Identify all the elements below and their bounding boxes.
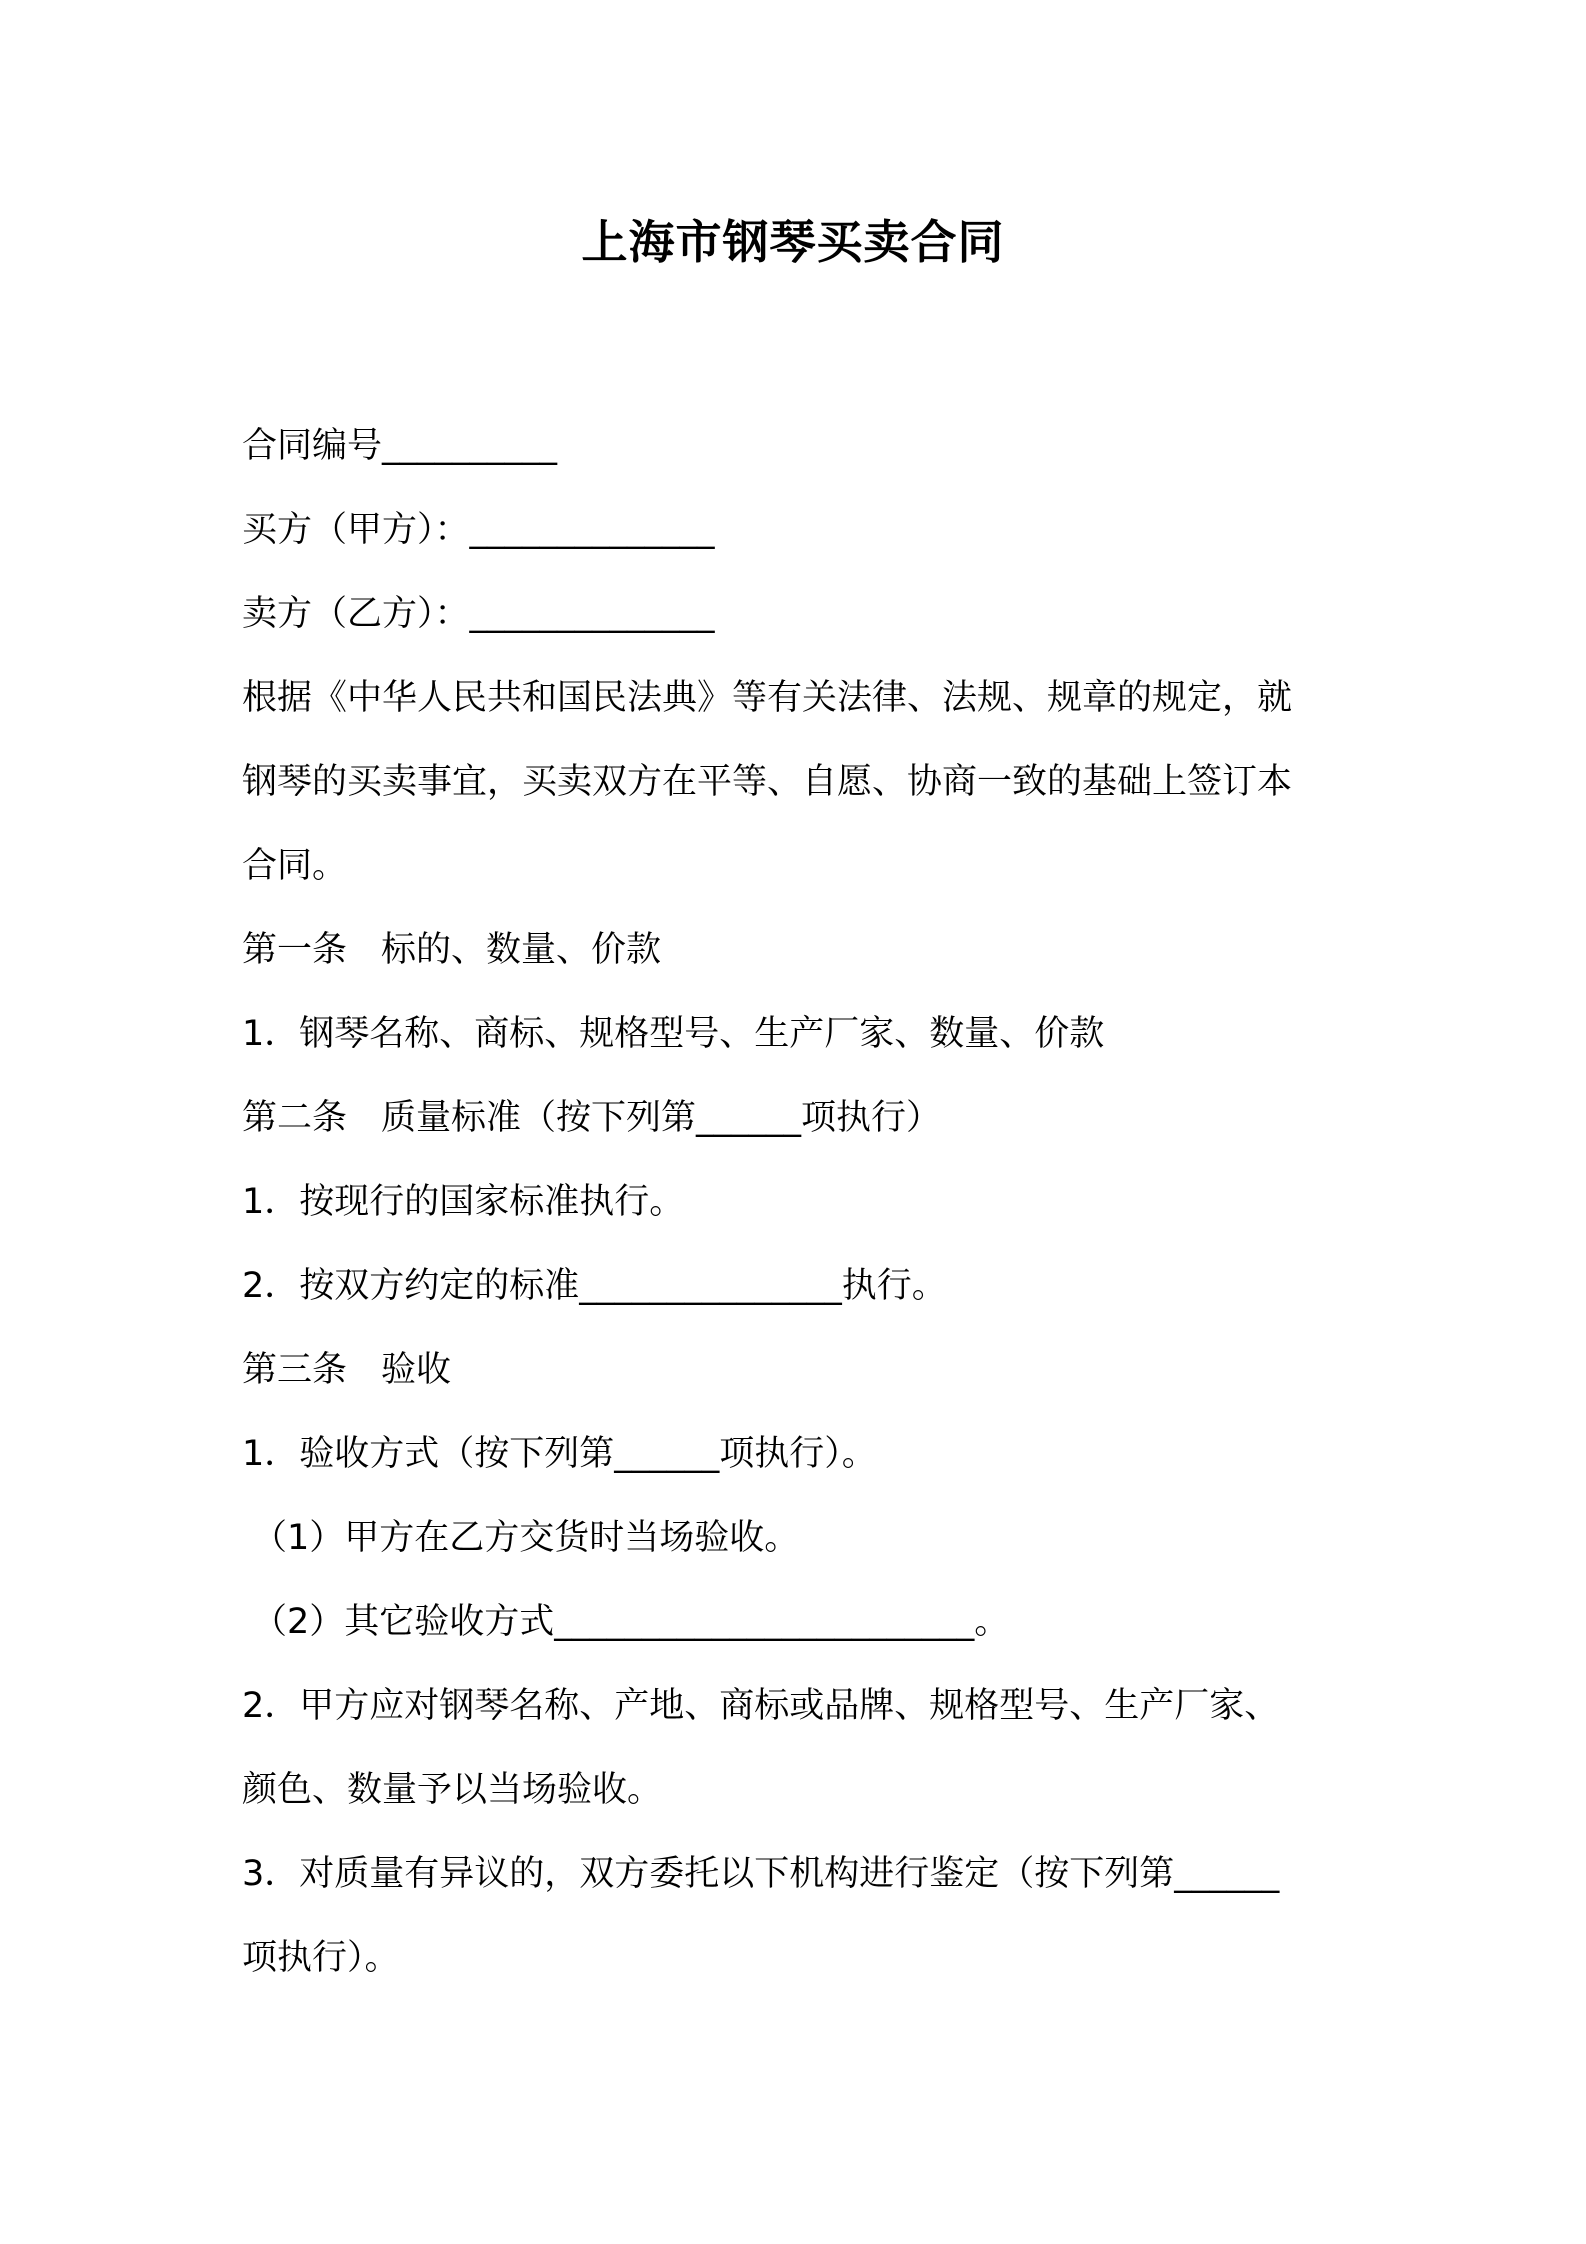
article-2-subject: 质量标准（按下列第______项执行） — [381, 1098, 942, 1138]
article-3-subject: 验收 — [381, 1350, 452, 1390]
document-body — [242, 404, 1352, 2000]
article-3-heading — [242, 1328, 1352, 1412]
article-2-item-1: 1．按现行的国家标准执行。 — [242, 1182, 685, 1222]
article-1-subject: 标的、数量、价款 — [381, 930, 662, 970]
article-2-item-2: 2．按双方约定的标准_______________执行。 — [242, 1266, 947, 1306]
article-2-heading — [242, 1076, 1352, 1160]
article-3-item-3-line-2: 项执行）。 — [242, 1938, 400, 1978]
preamble-line-2: 钢琴的买卖事宜，买卖双方在平等、自愿、协商一致的基础上签订本 — [242, 762, 1293, 802]
article-3-item-2-line-2: 颜色、数量予以当场验收。 — [242, 1770, 663, 1810]
article-3-item-1: 1．验收方式（按下列第______项执行）。 — [242, 1434, 877, 1474]
article-3-item-1-option-1: （1）甲方在乙方交货时当场验收。 — [252, 1518, 800, 1558]
preamble-line-1: 根据《中华人民共和国民法典》等有关法律、法规、规章的规定，就 — [242, 678, 1293, 718]
seller-line: 卖方（乙方）：______________ — [242, 594, 715, 634]
preamble-line-3: 合同。 — [242, 846, 348, 886]
article-1-heading — [242, 908, 1352, 992]
article-3-item-3-line-1: 3．对质量有异议的，双方委托以下机构进行鉴定（按下列第______ — [242, 1854, 1280, 1894]
document-title: 上海市钢琴买卖合同 — [581, 215, 1005, 269]
article-2-number: 第二条 — [242, 1098, 348, 1138]
buyer-line: 买方（甲方）：______________ — [242, 510, 715, 550]
article-1-item-1: 1．钢琴名称、商标、规格型号、生产厂家、数量、价款 — [242, 1014, 1105, 1054]
article-1-number: 第一条 — [242, 930, 348, 970]
article-3-number: 第三条 — [242, 1350, 348, 1390]
contract-number-line: 合同编号__________ — [242, 426, 558, 466]
article-3-item-2-line-1: 2．甲方应对钢琴名称、产地、商标或品牌、规格型号、生产厂家、 — [242, 1686, 1280, 1726]
article-3-item-1-option-2: （2）其它验收方式________________________。 — [252, 1602, 1010, 1642]
